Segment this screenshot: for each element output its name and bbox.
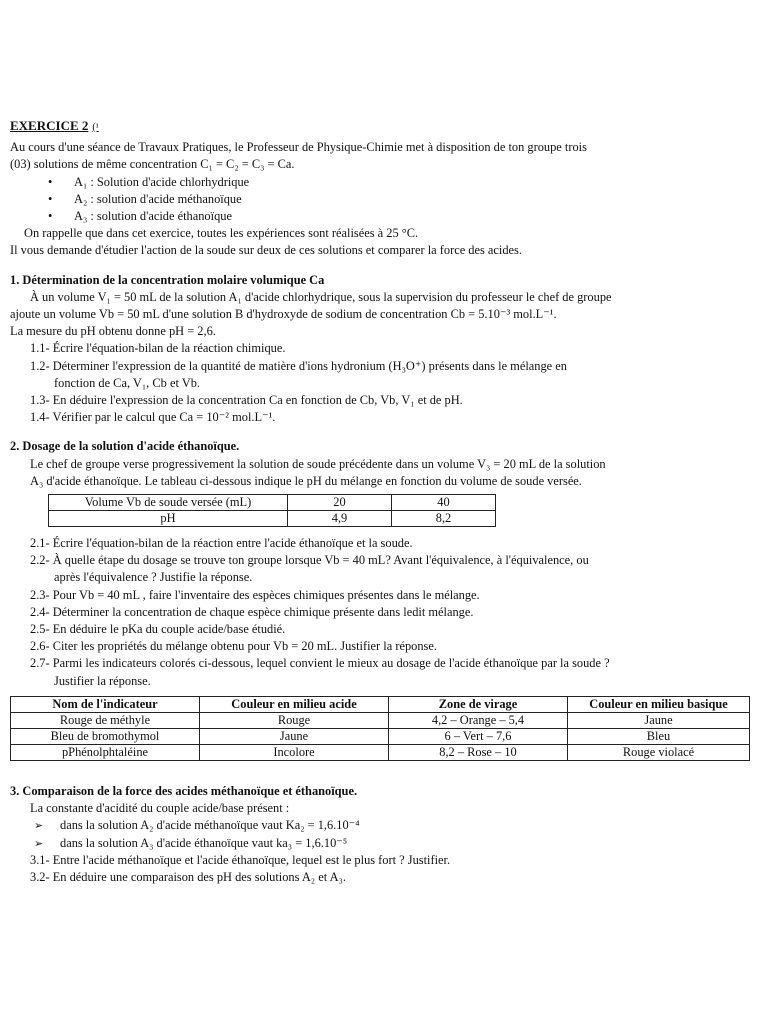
section-3-heading: 3. Comparaison de la force des acides méthanoïque et éthanoïque. [10,783,358,798]
question-1-2-cont: fonction de Ca, V₁, Cb et Vb. [54,375,200,390]
indicator-table [10,696,750,761]
solution-a3: • A₃ : solution d'acide éthanoïque [10,208,740,225]
solution-a1: • A₁ : Solution d'acide chlorhydrique [10,174,740,191]
title-stray-mark: (¹ [92,122,99,133]
header-cell: Zone de virage [389,696,568,712]
question-1-2: 1.2- Déterminer l'expression de la quantité de matière d'ions hydronium (H₃O⁺) présents dans le mélange en [30,358,567,373]
volume-cell: 40 [392,495,496,511]
question-1-1: 1.1- Écrire l'équation-bilan de la réaction chimique. [30,341,286,356]
question-2-3: 2.3- Pour Vb = 40 mL , faire l'inventaire des espèces chimiques présentes dans le mélange. [30,587,480,602]
ph-label-cell: pH [49,511,288,527]
s2-line-2: A₃ d'acide éthanoïque. Le tableau ci-dessous indique le pH du mélange en fonction du volume de soude versée. [30,473,582,488]
intro-line-4: Il vous demande d'étudier l'action de la soude sur deux de ces solutions et comparer la force des acides. [10,243,522,258]
question-1-3: 1.3- En déduire l'expression de la concentration Ca en fonction de Cb, Vb, V₁ et de pH. [30,393,463,408]
question-2-2: 2.2- À quelle étape du dosage se trouve ton groupe lorsque Vb = 40 mL? Avant l'équivalence, à l'équivalence, ou [30,553,589,568]
table-row [11,744,750,760]
intro-line-2: (03) solutions de même concentration C₁ = C₂ = C₃ = Ca. [10,157,295,172]
question-3-2: 3.2- En déduire une comparaison des pH des solutions A₂ et A₃. [30,869,346,884]
header-cell: Nom de l'indicateur [11,696,200,712]
intro-line-1: Au cours d'une séance de Travaux Pratiques, le Professeur de Physique-Chimie met à disposition de ton groupe trois [10,140,587,155]
volume-label-cell: Volume Vb de soude versée (mL) [49,495,288,511]
table-row [11,712,750,728]
ph-cell: 8,2 [392,511,496,527]
question-2-4: 2.4- Déterminer la concentration de chaque espèce chimique présente dans ledit mélange. [30,604,474,619]
table-row [49,495,496,511]
ph-cell: 4,9 [288,511,392,527]
solution-a2: • A₂ : solution d'acide méthanoïque [10,191,740,208]
table-header-row [11,696,750,712]
table-cell: Jaune [568,712,750,728]
table-cell: Rouge de méthyle [11,712,200,728]
table-row [11,728,750,744]
table-cell: 8,2 – Rose – 10 [389,744,568,760]
header-cell: Couleur en milieu basique [568,696,750,712]
s2-line-1: Le chef de groupe verse progressivement la solution de soude précédente dans un volume V₃ = 20 mL de la solution [30,456,606,471]
table-cell: Bleu de bromothymol [11,728,200,744]
question-2-7-cont: Justifier la réponse. [54,673,151,688]
header-cell: Couleur en milieu acide [200,696,389,712]
intro-line-3: On rappelle que dans cet exercice, toutes les expériences sont réalisées à 25 °C. [24,226,419,241]
ka3-line: ➢ dans la solution A₃ d'acide éthanoïque vaut ka₃ = 1,6.10⁻⁵ [10,835,740,852]
table-cell: Jaune [200,728,389,744]
section-2-heading: 2. Dosage de la solution d'acide éthanoïque. [10,439,240,454]
question-3-1: 3.1- Entre l'acide méthanoïque et l'acide éthanoïque, lequel est le plus fort ? Justifier. [30,852,451,867]
s1-line-3: La mesure du pH obtenu donne pH = 2,6. [10,324,216,339]
s1-line-2: ajoute un volume Vb = 50 mL d'une solution B d'hydroxyde de sodium de concentration Cb = 5.10⁻³ mol.L⁻¹. [10,307,557,322]
section-spacer [10,761,740,771]
table-row [49,511,496,527]
table-cell: 4,2 – Orange – 5,4 [389,712,568,728]
s1-line-1: À un volume V₁ = 50 mL de la solution A₁ d'acide chlorhydrique, sous la supervision du professeur le chef de groupe [30,289,612,304]
ph-volume-table [48,494,496,527]
question-2-6: 2.6- Citer les propriétés du mélange obtenu pour Vb = 20 mL. Justifier la réponse. [30,639,437,654]
question-2-7: 2.7- Parmi les indicateurs colorés ci-dessous, lequel convient le mieux au dosage de l'acide éthanoïque par la soude ? [30,656,610,671]
question-2-1: 2.1- Écrire l'équation-bilan de la réaction entre l'acide éthanoïque et la soude. [30,536,413,551]
table-cell: Incolore [200,744,389,760]
table-cell: 6 – Vert – 7,6 [389,728,568,744]
question-1-4: 1.4- Vérifier par le calcul que Ca = 10⁻² mol.L⁻¹. [30,410,276,425]
exercise-title: EXERCICE 2 (¹ [10,118,99,133]
table-cell: pPhénolphtaléine [11,744,200,760]
table-cell: Rouge violacé [568,744,750,760]
table-cell: Bleu [568,728,750,744]
question-2-2-cont: après l'équivalence ? Justifie la réponse. [54,570,253,585]
question-2-5: 2.5- En déduire le pKa du couple acide/base étudié. [30,622,286,637]
section-1-heading: 1. Détermination de la concentration molaire volumique Ca [10,272,325,287]
ka2-line: ➢ dans la solution A₂ d'acide méthanoïque vaut Ka₂ = 1,6.10⁻⁴ [10,817,740,834]
exercise-content [10,117,740,886]
volume-cell: 20 [288,495,392,511]
table-cell: Rouge [200,712,389,728]
s3-line-1: La constante d'acidité du couple acide/base présent : [30,801,290,816]
